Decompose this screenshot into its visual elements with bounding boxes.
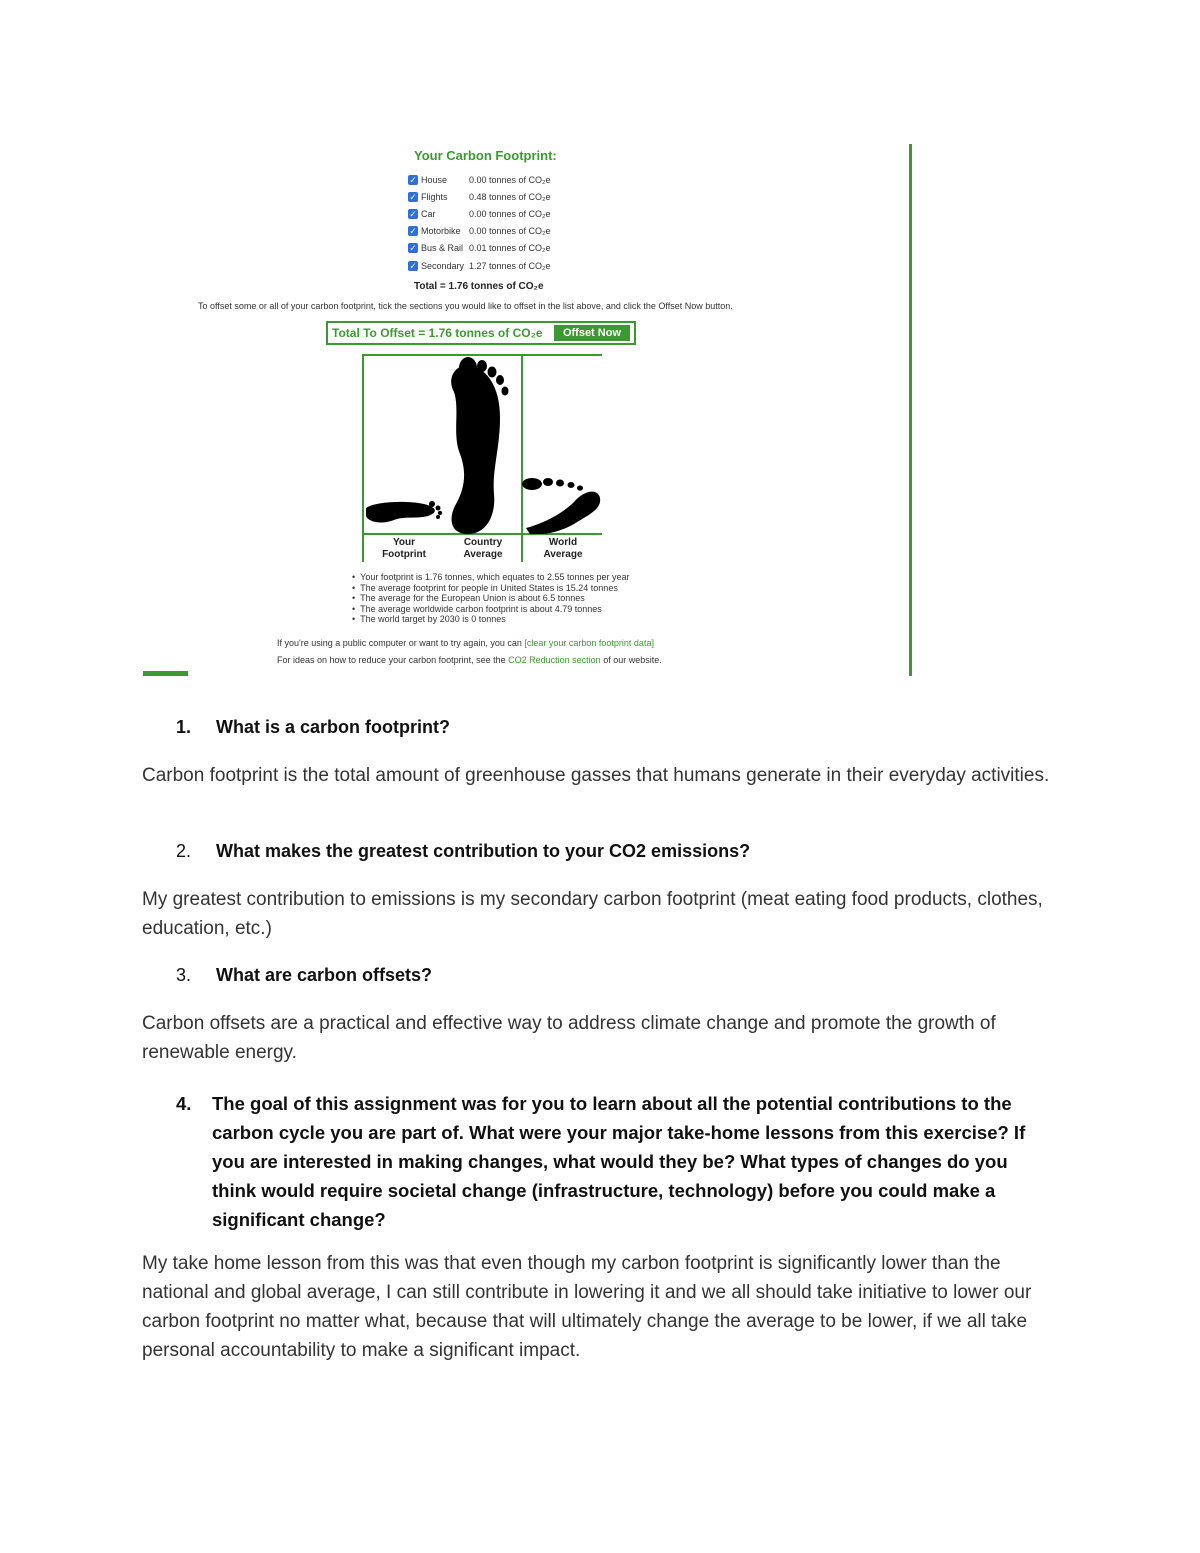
- row-label: Flights: [421, 192, 448, 202]
- fact-item: • The average for the European Union is about 6.5 tonnes: [352, 593, 630, 604]
- label-your-footprint: Your Footprint: [382, 537, 426, 560]
- footprint-total: Total = 1.76 tonnes of CO₂e: [414, 281, 544, 292]
- checkbox-icon[interactable]: ✓: [409, 243, 417, 253]
- offset-now-button[interactable]: Offset Now: [554, 325, 630, 341]
- question-4: 4. The goal of this assignment was for you to learn about all the potential contributions to the carbon cycle you are part of. What were your major take-home lessons from this exercise? If you are interested in making changes, what would they be? What types of changes do you think would require societal change (infrastructure, technology) before you could make a significant change?: [176, 1093, 1026, 1230]
- answer-2: My greatest contribution to emissions is my secondary carbon footprint (meat eating food products, clothes, education, etc.): [142, 889, 1043, 939]
- checkbox-icon[interactable]: ✓: [409, 226, 417, 236]
- checkbox-icon[interactable]: ✓: [409, 175, 417, 185]
- offset-total: Total To Offset = 1.76 tonnes of CO₂e: [332, 326, 543, 340]
- row-value: 0.00 tonnes of CO₂e: [469, 209, 551, 219]
- co2-reduction-link[interactable]: CO2 Reduction section: [508, 655, 601, 665]
- footprint-facts: [352, 572, 630, 625]
- question-1: 1. What is a carbon footprint?: [176, 717, 450, 737]
- fact-item: • The world target by 2030 is 0 tonnes: [352, 614, 630, 625]
- world-footprint-icon: [522, 478, 600, 534]
- answer-3: Carbon offsets are a practical and effective way to address climate change and promote the growth of renewable energy.: [142, 1013, 996, 1063]
- fact-item: • The average footprint for people in United States is 15.24 tonnes: [352, 583, 630, 594]
- screenshot-border-dash: [143, 671, 188, 676]
- row-value: 0.01 tonnes of CO₂e: [469, 243, 551, 253]
- row-value: 0.48 tonnes of CO₂e: [469, 192, 551, 202]
- footprint-title: Your Carbon Footprint:: [414, 148, 557, 163]
- answer-4: My take home lesson from this was that even though my carbon footprint is significantly lower than the national and global average, I can still contribute in lowering it and we all should take initiative to lower our carbon footprint no matter what, because that will ultimately change the average to be lower, if we all take personal accountability to make a significant impact.: [142, 1253, 1032, 1361]
- footprint-row-bus-rail[interactable]: [408, 240, 551, 256]
- row-label: Secondary: [421, 261, 465, 271]
- answer-1: Carbon footprint is the total amount of greenhouse gasses that humans generate in their everyday activities.: [142, 765, 1050, 786]
- row-label: Bus & Rail: [421, 243, 464, 253]
- your-footprint-icon: [366, 501, 442, 523]
- fact-item: • Your footprint is 1.76 tonnes, which equates to 2.55 tonnes per year: [352, 572, 630, 583]
- offset-instructions: To offset some or all of your carbon footprint, tick the sections you would like to offset in the list above, and click the Offset Now button.: [198, 301, 733, 311]
- country-footprint-icon: [451, 357, 508, 534]
- row-value: 0.00 tonnes of CO₂e: [469, 175, 551, 185]
- footprint-chart: [362, 356, 604, 534]
- row-label: Motorbike: [421, 226, 461, 236]
- footprint-row-secondary[interactable]: [408, 258, 551, 274]
- question-2: 2. What makes the greatest contribution to your CO2 emissions?: [176, 841, 751, 861]
- offset-panel: [326, 321, 636, 345]
- footprint-row-car[interactable]: [408, 206, 551, 222]
- checkbox-icon[interactable]: ✓: [409, 192, 417, 202]
- footprint-row-flights[interactable]: [408, 189, 551, 205]
- label-country-average: Country Average: [463, 537, 503, 560]
- fact-item: • The average worldwide carbon footprint is about 4.79 tonnes: [352, 604, 630, 615]
- row-value: 0.00 tonnes of CO₂e: [469, 226, 551, 236]
- row-label: Car: [421, 209, 436, 219]
- footprint-row-motorbike[interactable]: [408, 223, 551, 239]
- clear-data-note: If you're using a public computer or want to try again, you can [clear your carbon footprint data]: [277, 638, 654, 648]
- clear-data-link[interactable]: clear your carbon footprint data: [526, 638, 652, 648]
- label-world-average: World Average: [543, 537, 583, 560]
- row-value: 1.27 tonnes of CO₂e: [469, 261, 551, 271]
- row-label: House: [421, 175, 448, 185]
- checkbox-icon[interactable]: ✓: [409, 209, 417, 219]
- checkbox-icon[interactable]: ✓: [409, 261, 417, 271]
- question-3: 3. What are carbon offsets?: [176, 965, 433, 985]
- screenshot-border-right: [909, 144, 912, 676]
- reduction-note: For ideas on how to reduce your carbon footprint, see the CO2 Reduction section of our website.: [277, 655, 662, 665]
- footprint-row-house[interactable]: [408, 172, 551, 188]
